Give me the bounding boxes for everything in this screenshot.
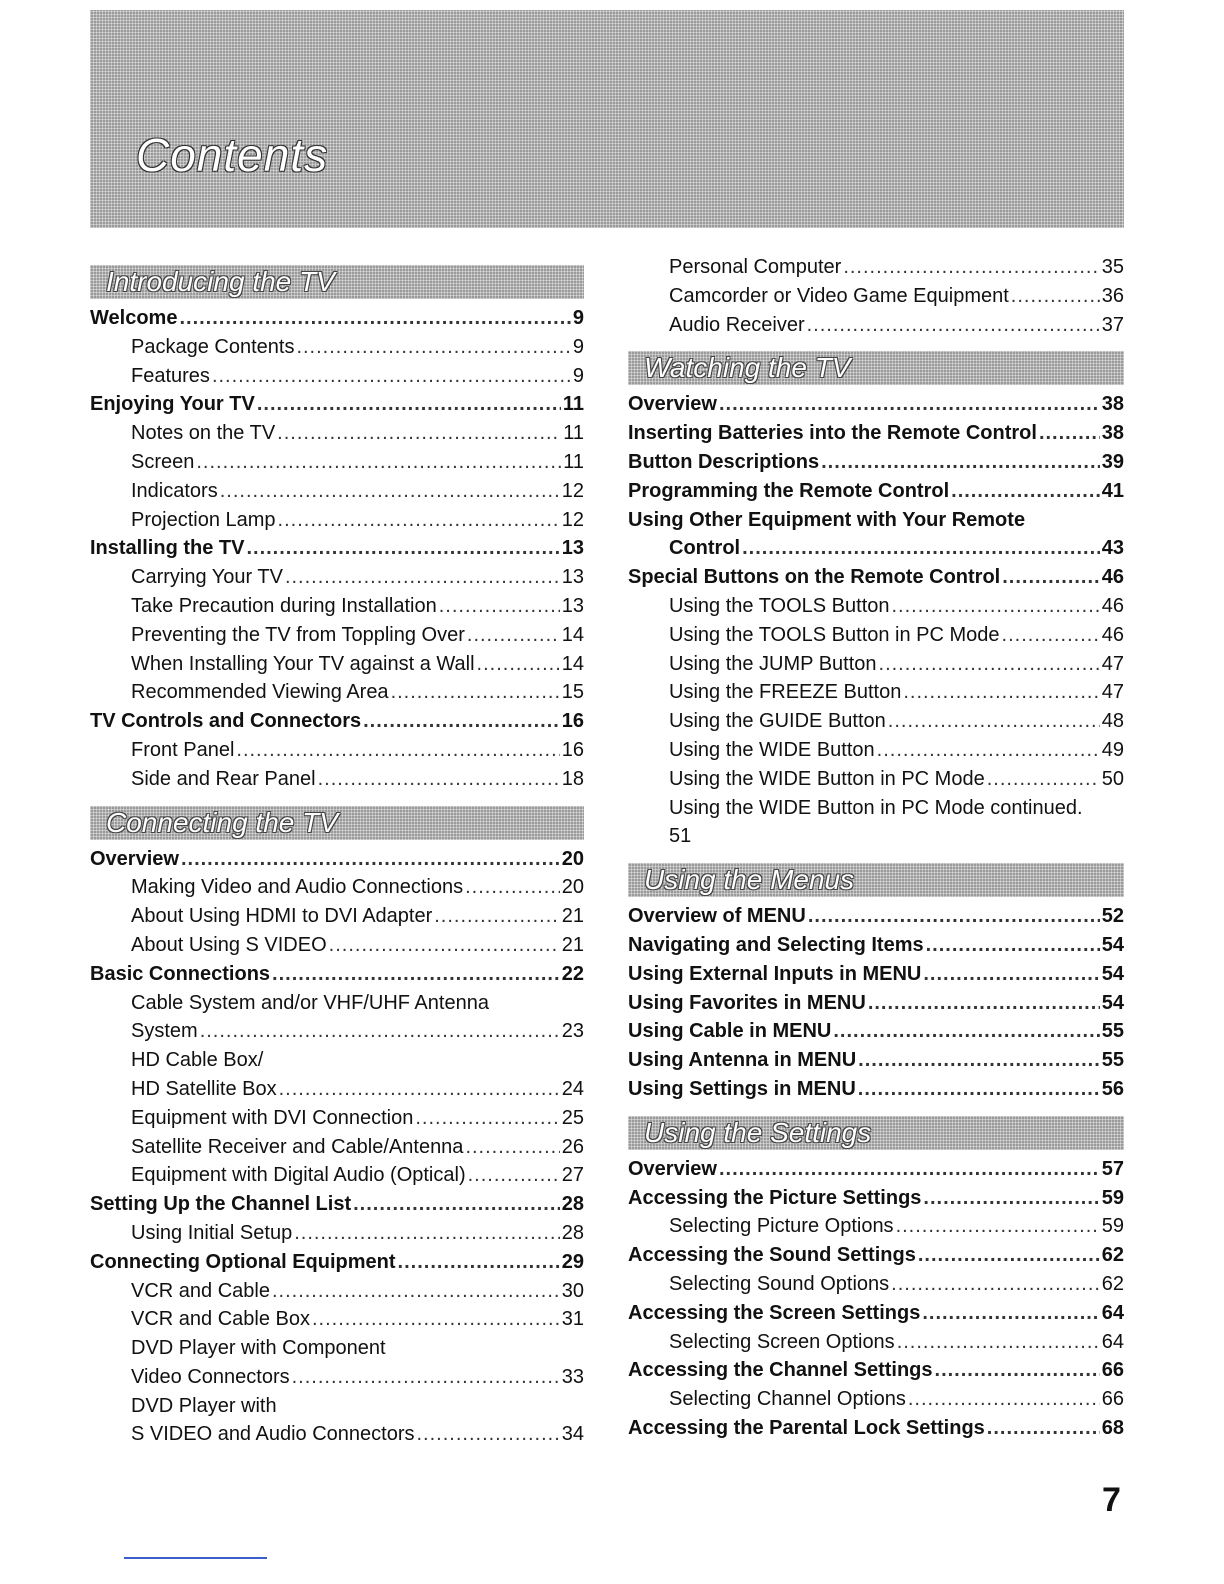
toc-entry-page: 68 [1101, 1416, 1124, 1439]
dot-leader [987, 765, 1100, 794]
toc-entry-dvd-player-with[interactable]: DVD Player with [131, 1394, 277, 1417]
toc-entry-accessing-the-picture-settings[interactable] [628, 1184, 1124, 1213]
toc-entry-page: 16 [561, 738, 584, 761]
toc-entry-page: 26 [561, 1135, 584, 1158]
toc-entry-page: 47 [1101, 652, 1124, 675]
dot-leader [318, 765, 560, 794]
toc-entry-accessing-the-sound-settings[interactable] [628, 1241, 1124, 1270]
dot-leader [719, 1155, 1100, 1184]
dot-leader [181, 845, 560, 874]
toc-entry-page: 28 [561, 1221, 584, 1244]
section-title: Connecting the TV [106, 806, 338, 838]
toc-entry-label: Inserting Batteries into the Remote Control [628, 422, 1037, 445]
dot-leader [272, 1277, 560, 1306]
dot-leader [858, 1075, 1100, 1104]
toc-entry-label: Accessing the Channel Settings [628, 1359, 933, 1382]
toc-entry-page: 52 [1101, 905, 1124, 928]
toc-entry-label: Using the GUIDE Button [669, 710, 886, 733]
dot-leader [415, 1104, 559, 1133]
toc-entry-label: Basic Connections [90, 962, 271, 985]
toc-entry-page: 27 [561, 1164, 584, 1187]
dot-leader [821, 448, 1100, 477]
toc-entry-label: Using the WIDE Button [669, 738, 875, 761]
dot-leader [279, 1075, 560, 1104]
toc-entry-label: Front Panel [131, 738, 235, 761]
dot-leader [363, 707, 560, 736]
dot-leader [272, 960, 560, 989]
toc-entry-page: 36 [1101, 284, 1124, 307]
toc-entry-label: About Using HDMI to DVI Adapter [131, 905, 433, 928]
toc-entry-label: Video Connectors [131, 1365, 290, 1388]
toc-entry-page: 43 [1101, 537, 1124, 560]
toc-entry-page: 16 [561, 710, 584, 733]
dot-leader [292, 1363, 560, 1392]
toc-entry-page: 12 [561, 479, 584, 502]
toc-entry-using-the-tools-button-in-pc-mode[interactable] [628, 621, 1124, 650]
toc-entry-control[interactable] [628, 534, 1124, 563]
dot-leader [212, 362, 571, 391]
toc-entry-label: Navigating and Selecting Items [628, 933, 924, 956]
toc-entry-page: 66 [1101, 1388, 1124, 1411]
dot-leader [294, 1219, 560, 1248]
toc-entry-page: 39 [1101, 450, 1124, 473]
toc-entry-using-other-equipment-with-your-remote[interactable]: Using Other Equipment with Your Remote [628, 508, 1026, 531]
toc-entry-label: Selecting Screen Options [669, 1330, 895, 1353]
dot-leader [179, 304, 570, 333]
toc-entry-label: Camcorder or Video Game Equipment [669, 284, 1009, 307]
toc-entry-page: 49 [1101, 738, 1124, 761]
toc-entry-page: 37 [1101, 313, 1124, 336]
toc-entry-selecting-channel-options[interactable] [628, 1385, 1124, 1414]
dot-leader [468, 1161, 560, 1190]
toc-entry-installing-the-tv[interactable] [90, 534, 584, 563]
toc-entry-page: 9 [572, 307, 584, 329]
toc-entry-navigating-and-selecting-items[interactable] [628, 931, 1124, 960]
dot-leader [833, 1017, 1099, 1046]
toc-entry-label: Welcome [90, 307, 178, 329]
toc-entry-label: Carrying Your TV [131, 566, 283, 589]
toc-entry-satellite-receiver-and-cable-antenna[interactable] [90, 1133, 584, 1162]
dot-leader [742, 534, 1100, 563]
dot-leader [467, 621, 560, 650]
toc-entry-label: Recommended Viewing Area [131, 681, 389, 704]
toc-entry-label: Using Cable in MENU [628, 1020, 832, 1043]
toc-entry-using-initial-setup[interactable] [90, 1219, 584, 1248]
toc-entry-page: 33 [561, 1365, 584, 1388]
toc-entry-using-the-wide-button-in-pc-mode-continued[interactable]: Using the WIDE Button in PC Mode continued. [669, 796, 1083, 819]
dot-leader [296, 333, 570, 362]
dot-leader [987, 1414, 1100, 1443]
dot-leader [236, 736, 559, 765]
toc-entry-selecting-picture-options[interactable] [628, 1212, 1124, 1241]
dot-leader [285, 563, 560, 592]
toc-entry-overview[interactable] [628, 1155, 1124, 1184]
toc-entry-enjoying-your-tv[interactable] [90, 390, 584, 419]
toc-entry-page: 55 [1101, 1020, 1124, 1043]
dot-leader [951, 477, 1100, 506]
dot-leader [312, 1305, 560, 1334]
toc-entry-page: 13 [561, 566, 584, 589]
section-title: Using the Menus [644, 864, 855, 896]
toc-right-column [628, 253, 1124, 1443]
toc-entry-making-video-and-audio-connections[interactable] [90, 873, 584, 902]
section-header-connecting-the-tv [90, 806, 584, 840]
toc-entry-personal-computer[interactable] [628, 253, 1124, 282]
toc-entry-camcorder-or-video-game-equipment[interactable] [628, 282, 1124, 311]
dot-leader [897, 1328, 1100, 1357]
page-number: 7 [1102, 1481, 1121, 1519]
toc-entry-system[interactable] [90, 1017, 584, 1046]
toc-entry-take-precaution-during-installation[interactable] [90, 592, 584, 621]
dot-leader [877, 736, 1100, 765]
section-header-introducing-the-tv [90, 265, 584, 299]
toc-entry-page: 46 [1101, 594, 1124, 617]
toc-entry-page: 59 [1101, 1186, 1124, 1209]
toc-entry-side-and-rear-panel[interactable] [90, 765, 584, 794]
toc-entry-page: 11 [563, 450, 584, 473]
toc-entry-package-contents[interactable] [90, 333, 584, 362]
dot-leader [257, 390, 561, 419]
toc-entry-overview[interactable] [90, 845, 584, 874]
toc-entry-label: Selecting Channel Options [669, 1388, 906, 1411]
toc-entry-page: 55 [1101, 1049, 1124, 1072]
toc-entry-label: Equipment with Digital Audio (Optical) [131, 1164, 466, 1187]
toc-entry-using-antenna-in-menu[interactable] [628, 1046, 1124, 1075]
toc-entry-label: Using the WIDE Button in PC Mode [669, 767, 985, 790]
toc-entry-label: Setting Up the Channel List [90, 1193, 352, 1216]
toc-entry-page: 38 [1101, 393, 1124, 416]
toc-entry-label: System [131, 1020, 198, 1043]
toc-entry-label: Accessing the Parental Lock Settings [628, 1416, 985, 1439]
toc-entry-equipment-with-dvi-connection[interactable] [90, 1104, 584, 1133]
toc-entry-label: TV Controls and Connectors [90, 710, 362, 733]
dot-leader [879, 650, 1100, 679]
dot-leader [807, 311, 1100, 340]
toc-entry-using-the-wide-button-in-pc-mode[interactable] [628, 765, 1124, 794]
toc-entry-label: Preventing the TV from Toppling Over [131, 623, 465, 646]
toc-entry-page: 66 [1101, 1359, 1124, 1382]
toc-entry-page: 41 [1101, 479, 1124, 502]
toc-entry-page: 9 [572, 364, 584, 387]
toc-entry-label: VCR and Cable [131, 1279, 270, 1302]
toc-entry-front-panel[interactable] [90, 736, 584, 765]
dot-leader [843, 253, 1099, 282]
dot-leader [200, 1017, 560, 1046]
toc-entry-basic-connections[interactable] [90, 960, 584, 989]
toc-entry-page: 48 [1101, 710, 1124, 733]
toc-entry-video-connectors[interactable] [90, 1363, 584, 1392]
toc-entry-label: HD Satellite Box [131, 1077, 277, 1100]
toc-entry-label: When Installing Your TV against a Wall [131, 652, 475, 675]
toc-entry-recommended-viewing-area[interactable] [90, 678, 584, 707]
dot-leader [926, 931, 1100, 960]
toc-entry-page: 14 [561, 652, 584, 675]
dot-leader [868, 989, 1100, 1018]
toc-entry-label: Overview [90, 847, 179, 870]
dot-leader [465, 873, 560, 902]
toc-entry-selecting-screen-options[interactable] [628, 1328, 1124, 1357]
toc-entry-using-favorites-in-menu[interactable] [628, 989, 1124, 1018]
toc-entry-label: Enjoying Your TV [90, 393, 255, 416]
toc-entry-overview[interactable] [628, 390, 1124, 419]
toc-entry-using-the-wide-button[interactable] [628, 736, 1124, 765]
dot-leader [353, 1190, 560, 1219]
toc-entry-page: 13 [561, 537, 584, 560]
toc-entry-page: 11 [562, 393, 584, 416]
toc-entry-label: Projection Lamp [131, 508, 276, 531]
dot-leader [465, 1133, 559, 1162]
section-title: Using the Settings [644, 1116, 872, 1148]
section-header-using-the-settings [628, 1116, 1124, 1150]
toc-entry-carrying-your-tv[interactable] [90, 563, 584, 592]
toc-entry-vcr-and-cable[interactable] [90, 1277, 584, 1306]
dot-leader [278, 506, 560, 535]
toc-entry-page: 64 [1101, 1301, 1124, 1324]
toc-entry-label: Selecting Picture Options [669, 1215, 894, 1238]
dot-leader [1011, 282, 1100, 311]
toc-left-column [90, 253, 584, 1449]
toc-entry-label: Using Settings in MENU [628, 1077, 856, 1100]
toc-entry-page: 9 [572, 335, 584, 358]
dot-leader [439, 592, 560, 621]
toc-entry-label: Indicators [131, 479, 218, 502]
toc-entry-label: S VIDEO and Audio Connectors [131, 1423, 415, 1446]
dot-leader [246, 534, 559, 563]
toc-entry-page: 15 [561, 681, 584, 704]
toc-entry-connecting-optional-equipment[interactable] [90, 1248, 584, 1277]
toc-entry-label: Accessing the Sound Settings [628, 1244, 916, 1267]
toc-entry-label: Overview [628, 393, 717, 416]
toc-entry-page: 21 [561, 933, 584, 956]
dot-leader [391, 678, 560, 707]
section-title: Introducing the TV [106, 266, 335, 297]
dot-leader [1039, 419, 1100, 448]
dot-leader [329, 931, 560, 960]
toc-entry-page: 46 [1101, 566, 1124, 589]
toc-entry-features[interactable] [90, 362, 584, 391]
toc-entry-page: 47 [1101, 681, 1124, 704]
section-header-using-the-menus [628, 863, 1124, 897]
toc-entry-page: 54 [1101, 933, 1124, 956]
toc-entry-hd-cable-box[interactable]: HD Cable Box/ [131, 1049, 264, 1072]
toc-entry-accessing-the-channel-settings[interactable] [628, 1356, 1124, 1385]
toc-entry-label: Overview of MENU [628, 905, 806, 928]
toc-entry-when-installing-your-tv-against-a-wall[interactable] [90, 650, 584, 679]
toc-entry-label: Using Initial Setup [131, 1221, 293, 1244]
toc-entry-hd-satellite-box[interactable] [90, 1075, 584, 1104]
toc-entry-using-the-freeze-button[interactable] [628, 678, 1124, 707]
dot-leader [891, 1270, 1100, 1299]
toc-entry-button-descriptions[interactable] [628, 448, 1124, 477]
toc-entry-label: Installing the TV [90, 537, 245, 560]
toc-entry-about-using-s-video[interactable] [90, 931, 584, 960]
toc-entry-label: Using the TOOLS Button in PC Mode [669, 623, 1000, 646]
dot-leader [896, 1212, 1100, 1241]
toc-entry-page: 21 [561, 905, 584, 928]
dot-leader [808, 902, 1100, 931]
toc-entry-page: 23 [561, 1020, 584, 1043]
toc-entry-page: 57 [1101, 1157, 1124, 1180]
toc-entry-page: 11 [563, 422, 584, 445]
toc-entry-special-buttons-on-the-remote-control[interactable] [628, 563, 1124, 592]
toc-entry-label: Accessing the Screen Settings [628, 1301, 921, 1324]
toc-entry-setting-up-the-channel-list[interactable] [90, 1190, 584, 1219]
toc-entry-page: 59 [1101, 1215, 1124, 1238]
toc-entry-inserting-batteries-into-the-remote-control[interactable] [628, 419, 1124, 448]
toc-entry-page: 34 [561, 1423, 584, 1446]
toc-entry-label: Making Video and Audio Connections [131, 876, 464, 899]
dot-leader [892, 592, 1100, 621]
toc-entry-label: Using External Inputs in MENU [628, 962, 922, 985]
toc-entry-51[interactable]: 51 [669, 825, 692, 848]
toc-entry-label: Connecting Optional Equipment [90, 1250, 396, 1273]
toc-entry-label: Equipment with DVI Connection [131, 1106, 414, 1129]
toc-entry-label: Package Contents [131, 335, 295, 358]
dot-leader [719, 390, 1100, 419]
toc-entry-label: Audio Receiver [669, 313, 805, 336]
toc-entry-page: 31 [561, 1308, 584, 1331]
toc-entry-page: 62 [1101, 1244, 1124, 1267]
toc-entry-page: 38 [1101, 422, 1124, 445]
dot-leader [477, 650, 560, 679]
toc-entry-label: Accessing the Picture Settings [628, 1186, 922, 1209]
toc-entry-page: 50 [1101, 767, 1124, 790]
toc-entry-page: 20 [561, 847, 584, 870]
toc-entry-label: Using the TOOLS Button [669, 594, 890, 617]
toc-entry-label: Using Antenna in MENU [628, 1049, 857, 1072]
toc-entry-welcome[interactable] [90, 304, 584, 333]
dot-leader [888, 707, 1100, 736]
toc-entry-using-the-jump-button[interactable] [628, 650, 1124, 679]
toc-entry-notes-on-the-tv[interactable] [90, 419, 584, 448]
dot-leader [923, 1184, 1099, 1213]
section-title: Watching the TV [644, 352, 851, 384]
toc-entry-page: 22 [561, 962, 584, 985]
dot-leader [935, 1356, 1100, 1385]
dot-leader [923, 960, 1099, 989]
toc-entry-using-cable-in-menu[interactable] [628, 1017, 1124, 1046]
toc-entry-label: Features [131, 364, 210, 387]
toc-entry-vcr-and-cable-box[interactable] [90, 1305, 584, 1334]
toc-entry-label: Button Descriptions [628, 450, 820, 473]
dot-leader [1002, 563, 1100, 592]
toc-entry-equipment-with-digital-audio-optical[interactable] [90, 1161, 584, 1190]
toc-entry-page: 13 [561, 594, 584, 617]
toc-entry-page: 62 [1101, 1272, 1124, 1295]
toc-entry-using-external-inputs-in-menu[interactable] [628, 960, 1124, 989]
toc-entry-preventing-the-tv-from-toppling-over[interactable] [90, 621, 584, 650]
dot-leader [277, 419, 561, 448]
toc-entry-page: 54 [1101, 991, 1124, 1014]
footer-rule [124, 1557, 267, 1559]
toc-entry-tv-controls-and-connectors[interactable] [90, 707, 584, 736]
dot-leader [858, 1046, 1100, 1075]
dot-leader [434, 902, 560, 931]
toc-entry-page: 18 [561, 767, 584, 790]
toc-entry-s-video-and-audio-connectors[interactable] [90, 1420, 584, 1449]
toc-entry-label: Using the JUMP Button [669, 652, 877, 675]
toc-entry-page: 25 [561, 1106, 584, 1129]
toc-entry-label: Satellite Receiver and Cable/Antenna [131, 1135, 464, 1158]
toc-entry-label: Special Buttons on the Remote Control [628, 566, 1001, 589]
toc-entry-label: Using Favorites in MENU [628, 991, 866, 1014]
toc-entry-label: Personal Computer [669, 256, 842, 278]
toc-entry-label: Take Precaution during Installation [131, 594, 437, 617]
toc-entry-projection-lamp[interactable] [90, 506, 584, 535]
toc-entry-audio-receiver[interactable] [628, 311, 1124, 340]
toc-entry-accessing-the-screen-settings[interactable] [628, 1299, 1124, 1328]
toc-entry-indicators[interactable] [90, 477, 584, 506]
dot-leader [918, 1241, 1100, 1270]
dot-leader [1002, 621, 1100, 650]
toc-entry-using-the-guide-button[interactable] [628, 707, 1124, 736]
toc-entry-label: Notes on the TV [131, 422, 276, 445]
toc-entry-screen[interactable] [90, 448, 584, 477]
toc-entry-label: Programming the Remote Control [628, 479, 950, 502]
toc-entry-page: 30 [561, 1279, 584, 1302]
toc-entry-label: Control [669, 537, 741, 560]
toc-entry-label: Side and Rear Panel [131, 767, 316, 790]
toc-entry-label: VCR and Cable Box [131, 1308, 310, 1331]
toc-entry-label: Selecting Sound Options [669, 1272, 890, 1295]
toc-entry-page: 29 [561, 1250, 584, 1273]
dot-leader [417, 1420, 560, 1449]
toc-entry-page: 35 [1101, 256, 1124, 278]
toc-entry-selecting-sound-options[interactable] [628, 1270, 1124, 1299]
toc-entry-programming-the-remote-control[interactable] [628, 477, 1124, 506]
toc-entry-page: 12 [561, 508, 584, 531]
page-title: Contents [136, 129, 329, 181]
dot-leader [196, 448, 561, 477]
toc-entry-page: 54 [1101, 962, 1124, 985]
toc-entry-page: 28 [561, 1193, 584, 1216]
toc-entry-cable-system-and-or-vhf-uhf-antenna[interactable]: Cable System and/or VHF/UHF Antenna [131, 991, 489, 1014]
toc-entry-using-settings-in-menu[interactable] [628, 1075, 1124, 1104]
toc-entry-dvd-player-with-component[interactable]: DVD Player with Component [131, 1337, 386, 1360]
toc-entry-label: Overview [628, 1157, 717, 1180]
toc-entry-overview-of-menu[interactable] [628, 902, 1124, 931]
toc-entry-label: Screen [131, 450, 195, 473]
dot-leader [398, 1248, 560, 1277]
toc-entry-page: 24 [561, 1077, 584, 1100]
dot-leader [903, 678, 1099, 707]
dot-leader [908, 1385, 1100, 1414]
toc-entry-accessing-the-parental-lock-settings[interactable] [628, 1414, 1124, 1443]
toc-entry-label: About Using S VIDEO [131, 933, 327, 956]
toc-entry-page: 56 [1101, 1077, 1124, 1100]
toc-entry-page: 14 [561, 623, 584, 646]
toc-entry-label: Using the FREEZE Button [669, 681, 902, 704]
toc-entry-page: 46 [1101, 623, 1124, 646]
toc-entry-using-the-tools-button[interactable] [628, 592, 1124, 621]
dot-leader [922, 1299, 1099, 1328]
toc-entry-about-using-hdmi-to-dvi-adapter[interactable] [90, 902, 584, 931]
toc-entry-page: 64 [1101, 1330, 1124, 1353]
dot-leader [220, 477, 560, 506]
section-header-watching-the-tv [628, 351, 1124, 385]
toc-entry-page: 20 [561, 876, 584, 899]
contents-banner [90, 10, 1124, 228]
